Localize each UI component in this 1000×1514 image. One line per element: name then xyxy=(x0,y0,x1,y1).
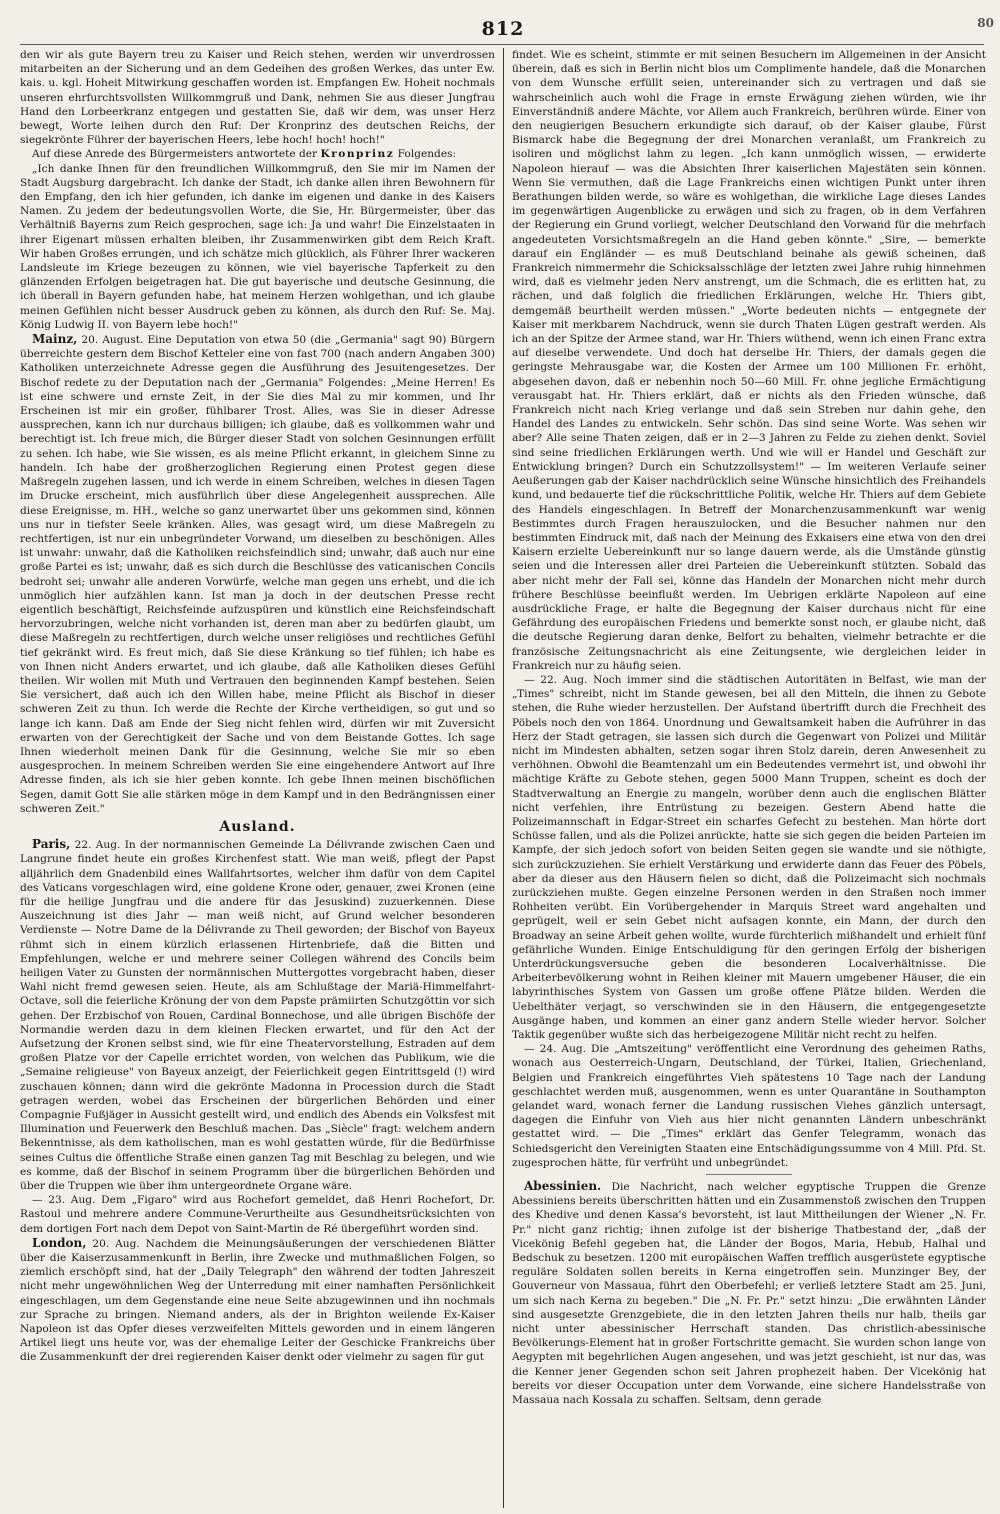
kronprinz-intro-end: Folgendes: xyxy=(394,148,457,161)
corner-fragment: 80 xyxy=(977,16,994,30)
section-heading-ausland: Ausland. xyxy=(219,818,296,835)
paragraph-kronprinz-intro xyxy=(20,147,495,161)
paragraph-london xyxy=(20,1236,495,1365)
paragraph-augsburg-address: den wir als gute Bayern treu zu Kaiser und Reich stehen, werden wir unverdrossen mitarbeiten an der Sicherung und an dem Gedeihen des großen Werkes, das unter Ew. kais. u. kgl. Hoheit Mitwirkung geschaffen worden ist. Empfangen Ew. Hoheit nochmals unseren ehrfurchtsvollsten Willkommgruß und Dank, nehmen Sie aus dieser Jungfrau Hand den Lorbeerkranz entgegen und gestatten Sie, daß wir dem, was unser Herz bewegt, Worte leihen durch den Ruf: Der Kronprinz des deutschen Reichs, der siegekrönte Führer der bayerischen Heers, lebe hoch! hoch! hoch!" xyxy=(20,49,495,147)
mainz-text: 20. August. Eine Deputation von etwa 50 (die „Germania" sagt 90) Bürgern überreichte gestern dem Bischof Ketteler eine von fast 700 (nach andern Angaben 300) Katholiken unterzeichnete Adresse gegen die Ausführung des Jesuitengesetzes. Der Bischof redete zu der Deputation nach der „Germania" Folgendes: „Meine Herren! Es ist eine schwere und ernste Zeit, in der Sie dies Mal zu mir kommen, und Ihr Erscheinen ist mir ein großer, fühlbarer Trost. Alles, was Sie in dieser Adresse aussprechen, kann ich nur durchaus billigen; ich glaube, daß es vollkommen wahr und berechtigt ist. Ich freue mich, die Bürger dieser Stadt von solchen Gesinnungen erfüllt zu sehen. Ich habe, wie Sie wissen, es als meine Pflicht erkannt, in gleichem Sinne zu handeln. Ich habe der großherzoglichen Regierung einen Protest gegen diese Maßregeln zugehen lassen, und ich werde in einem Schreiben, welches in diesen Tagen im Drucke erscheint, mich ausführlich über diese Angelegenheit aussprechen. Alle diese Ereignisse, m. HH., welche so ganz unerwartet über uns gekommen sind, können uns nur in tiefster Seele kränken. Alles, was gesagt wird, um diese Maßregeln zu rechtfertigen, ist nur ein unbegründeter Vorwand, um dieselben zu beschönigen. Alles ist unwahr: unwahr, daß die Katholiken reichsfeindlich sind; unwahr, daß auch nur eine große Partei es ist; unwahr, daß es sich durch die Beschlüsse des vaticanischen Concils bedroht sei; unwahr alle anderen Vorwürfe, welche man gegen uns erhebt, und die ich unmöglich hier aufzählen kann. Ist man ja doch in der deutschen Presse recht eigentlich beschäftigt, Reichsfeinde aufzuspüren und künstlich eine Reichsfeindschaft hervorzubringen, welche nicht vorhanden ist, deren man aber zu bedürfen glaubt, um diese Maßregeln zu rechtfertigen, durch welche unser religiöses und rechtliches Gefühl tief gekränkt wird. Es freut mich, daß Sie diese Kränkung so tief fühlen; ich habe es von Ihnen nicht Anders erwartet, und ich glaube, daß alle Katholiken dieses Gefühl theilen. Wir wollen mit Muth und Vertrauen den beginnenden Kampf bestehen. Seien Sie versichert, daß auch ich den Willen habe, meine Pflicht als Bischof in dieser schweren Zeit zu thun. Ich werde die Rechte der Kirche vertheidigen, so gut und so lange ich kann. Daß am Ende der Sieg nicht fehlen wird, dürfen wir mit Zuversicht erwarten von der Gerechtigkeit der Sache und von dem Beistande Gottes. Ich sage Ihnen wiederholt meinen Dank für die Gesinnung, welche Sie mir so eben ausgesprochen. In meinem Schreiben werden Sie eine eingehendere Antwort auf Ihre Adresse finden, als ich sie hier geben konnte. Ich gebe Ihnen meinen bischöflichen Segen, damit Gott Sie alle stärken möge in dem Kampf und in den Bedrängnissen einer schweren Zeit." xyxy=(20,334,495,815)
columns xyxy=(20,48,986,1508)
paragraph-paris xyxy=(20,837,495,1193)
left-column xyxy=(20,48,503,1508)
dateline-abessinien: Abessinien. xyxy=(524,1179,602,1194)
right-column xyxy=(503,48,986,1508)
paragraph-abessinien xyxy=(512,1179,986,1407)
paris-text: 22. Aug. In der normannischen Gemeinde La Délivrande zwischen Caen und Langrune findet heute ein großes Kirchenfest statt. Wie man weiß, pflegt der Papst alljährlich dem Gnadenbild eines Wallfahrtsortes, welcher ihm dafür von dem Capitel des Vaticans vorgeschlagen wird, eine goldene Krone oder, genauer, zwei Kronen (eine für die heilige Jungfrau und die andere für das Jesuskind) zuzuerkennen. Diese Auszeichnung ist dies Jahr — man weiß nicht, auf Grund welcher besonderen Verdienste — Notre Dame de la Délivrande zu Theil geworden; der Bischof von Bayeux rühmt sich in einem kürzlich erlassenen Hirtenbriefe, daß die Bitten und Empfehlungen, welche er und mehrere seiner Collegen während des Concils beim heiligen Vater zu Gunsten der normännischen Muttergottes vorgebracht haben, dieser Wahl nicht fremd gewesen seien. Heute, als am Schlußtage der Mariä-Himmelfahrt-Octave, soll die feierliche Krönung der von dem Papste prämiirten Schutzgöttin vor sich gehen. Der Erzbischof von Rouen, Cardinal Bonnechose, und alle übrigen Bischöfe der Normandie werden dazu in dem kleinen Flecken erwartet, und für den Act der Aufsetzung der Kronen selbst sind, wie für eine Theatervorstellung, Estraden auf dem großen Platze vor der Capelle errichtet worden, von welchen das Publikum, wie die „Semaine religieuse" von Bayeux anzeigt, der Feierlichkeit gegen Eintrittsgeld (!) wird zuschauen können; dann wird die gekrönte Madonna in Procession durch die Stadt getragen werden, wobei das Erscheinen der bürgerlichen Behörden und einer Compagnie Fußjäger in Aussicht gestellt wird, und endlich des Abends ein Volksfest mit Illumination und Feuerwerk den Beschluß machen. Das „Siècle" fragt: welchem andern Bekenntnisse, als dem katholischen, man es wohl gestatten würde, für die Bedürfnisse seines Cultus die öffentliche Straße einen ganzen Tag mit Beschlag zu belegen, und wie es komme, daß der Bischof in seinem Programm über die bürgerlichen Behörden und über die Truppen wie über ihm untergeordnete Organe wäre. xyxy=(20,839,495,1193)
paragraph-napoleon-interview: findet. Wie es scheint, stimmte er mit seinen Besuchern im Allgemeinen in der Ansicht überein, daß es sich in Berlin nicht blos um Complimente handele, daß die Monarchen von dem Wunsche erfüllt seien, untereinander sich zu vertragen und daß sie wahrscheinlich auch wohl die Frage in ernste Erwägung ziehen würden, wie ihr Einverständniß andere Mächte, vor Allem auch Frankreich, berühren würde. Einer von den neugierigen Besuchern erkundigte sich darauf, ob der Kaiser glaube, Fürst Bismarck habe die Begegnung der drei Monarchen veranlaßt, um Frankreich zu isoliren und möglichst lahm zu legen. „Ich kann unmöglich wissen, — erwiderte Napoleon hierauf — was die Absichten Ihrer kaiserlichen Majestäten sein können. Wenn Sie vermuthen, daß die Lage Frankreichs einen wichtigen Punkt unter ihren Berathungen bilden werde, so wäre es wohlgethan, die wirkliche Lage dieses Landes im gegenwärtigen Augenblicke zu erwägen und sich zu fragen, ob in dem Verfahren der Regierung ein Grund vorliegt, welcher Deutschland den Vorwand für die mehrfach angedeuteten Vorsichtsmaßregeln an die Hand geben könnte." „Sire, — bemerkte darauf ein Engländer — es muß Deutschland beinahe als gewiß scheinen, daß Frankreich nimmermehr die Schicksalsschläge der letzten zwei Jahre ruhig hinnehmen wird, daß es vielmehr jeden Nerv anstrengt, um die Schmach, die es erlitten hat, zu rächen, und daß folglich die friedlichen Erklärungen, welche Hr. Thiers gibt, demgemäß beurtheilt werden müssen." „Worte bedeuten nichts — entgegnete der Kaiser mit merkbarem Nachdruck, wenn sie durch Thaten Lügen gestraft werden. Als ich an der Spitze der Armee stand, war Hr. Thiers wüthend, wenn ich einen Franc extra auf dieselbe verwendete. Und doch hat derselbe Hr. Thiers, der damals gegen die geringste Mehrausgabe war, die Kosten der Armee um 100 Millionen Fr. erhöht, abgesehen davon, daß er nebenhin noch 50—60 Mill. Fr. ohne jegliche Ermächtigung verausgabt hat. Hr. Thiers erklärt, daß er nichts als den Frieden wünsche, daß Frankreich nicht nach Krieg verlange und daß sein Streben nur dahin gehe, den Handel des Landes zu entwickeln. Sehr schön. Das sind seine Worte. Was sehen wir aber? Alle seine Thaten zeigen, daß er in 2—3 Jahren zu Felde zu ziehen denkt. Soviel sind seine friedlichen Erklärungen werth. Und wie will er Handel und Geschäft zur Entwicklung bringen? Durch ein Schutzzollsystem!" — Im weiteren Verlaufe seiner Aeußerungen gab der Kaiser nachdrücklich seine Wünsche hinsichtlich des Freihandels kund, und bedauerte tief die rückschrittliche Politik, welche Hr. Thiers auf dem Gebiete des Handels eingeschlagen. In Betreff der Monarchenzusammenkunft war wenig Bestimmtes durch Fragen herauszulocken, und die Besucher nahmen nur den bestimmten Eindruck mit, daß nach der Meinung des Exkaisers eine etwa von den drei Kaisern erzielte Uebereinkunft nur so lange dauern werde, als die Umstände günstig seien und die Interessen aller drei Parteien die Uebereinkunft stützten. Sobald das aber nicht mehr der Fall sei, könne das Handeln der Monarchen nicht mehr durch frühere Beschlüsse beeinflußt werden. Im Uebrigen erklärte Napoleon auf eine ausdrückliche Frage, er halte die Begegnung der Kaiser durchaus nicht für eine Gefährdung des europäischen Friedens und bemerkte sonst noch, er glaube nicht, daß die deutsche Regierung daran denke, Belfort zu behalten, vielmehr betrachte er die französische Zeitungsnachricht als eine Zeitungsente, wie dergleichen leider in Frankreich nur zu häufig seien. xyxy=(512,49,986,672)
dateline-mainz: Mainz, xyxy=(32,332,78,347)
paragraph-amtszeitung: — 24. Aug. Die „Amtszeitung" veröffentlicht eine Verordnung des geheimen Raths, wonach aus Oesterreich-Ungarn, Deutschland, der Türkei, Italien, Griechenland, Belgien und Frankreich eingeführtes Vieh spätestens 10 Tage nach der Landung geschlachtet werden muß, ausgenommen, wenn es unter Quarantäne in Southampton gelandet ward, wonach ferner die Landung russischen Viehes gänzlich untersagt, dagegen die Einfuhr von Vieh aus hier nicht genannten Ländern unbeschränkt gestattet wird. — Die „Times" erklärt das Genfer Telegramm, wonach das Schiedsgericht den Vereinigten Staaten eine Entschädigungssumme von 4 Mill. Pfd. St. zugesprochen hätte, für verfrüht und unbegründet. xyxy=(512,1043,986,1169)
page-number: 812 xyxy=(481,18,525,40)
paragraph-figaro: — 23. Aug. Dem „Figaro" wird aus Rochefort gemeldet, daß Henri Rochefort, Dr. Rastoul und mehrere andere Commune-Verurtheilte aus Gesundheitsrücksichten von dem dortigen Fort nach dem Depot von Saint-Martin de Ré übergeführt worden sind. xyxy=(20,1194,495,1235)
kronprinz-name: Kronprinz xyxy=(320,148,395,161)
dateline-london: London, xyxy=(32,1235,87,1250)
london-text: 20. Aug. Nachdem die Meinungsäußerungen der verschiedenen Blätter über die Kaiserzusammenkunft in Berlin, ihre Zwecke und muthmaßlichen Folgen, so ziemlich erschöpft sind, hat der „Daily Telegraph" den während der todten Jahreszeit nicht mehr ungewöhnlichen Weg der Unterredung mit einer namhaften Persönlichkeit eingeschlagen, um dem Gegenstande eine neue Seite abzugewinnen und ihn nochmals zur Sprache zu bringen. Niemand anders, als der in Brighton weilende Ex-Kaiser Napoleon ist das Opfer dieses verzweifelten Mittels geworden und in einem längeren Artikel liegt uns heute vor, was der ehemalige Leiter der Geschicke Frankreichs über die Zusammenkunft der drei regierenden Kaiser denkt oder vielmehr zu sagen für gut xyxy=(20,1237,495,1364)
paragraph-mainz xyxy=(20,332,495,816)
separator-rule xyxy=(706,1174,791,1175)
paragraph-belfast: — 22. Aug. Noch immer sind die städtischen Autoritäten in Belfast, wie man der „Times" schreibt, nicht im Stande gewesen, bei all den Mitteln, die ihnen zu Gebote stehen, die Ruhe wieder herzustellen. Der Aufstand übertrifft durch die Frechheit des Pöbels noch den von 1864. Unordnung und Gewaltsamkeit haben die Aufrührer in das Herz der Stadt getragen, sie lassen sich durch die Gegenwart von Polizei und Militär nicht im Mindesten abhalten, setzen sogar ihren Stolz darein, deren Anwesenheit zu verhöhnen. Obwohl die Beamtenzahl um ein Bedeutendes vermehrt ist, und obwohl ihr mächtige Kräfte zu Gebote stehen, gegen 5000 Mann Truppen, scheint es doch der Stadtverwaltung an Energie zu mangeln, worüber denn auch die englischen Blätter nicht verfehlen, ihre Entrüstung zu bezeigen. Gestern Abend hatte die Polizeimannschaft in Edgar-Street ein scharfes Gefecht zu bestehen. Man hörte dort Schüsse fallen, und als die Polizei anrückte, hatte sie sich gegen die beiden Parteien im Kampfe, der sich jedoch sofort von beiden Seiten gegen sie wandte und sie nöthigte, sich zurückzuziehen. Sie erhielt Verstärkung und erwiderte dann das Feuer des Pöbels, aber da dieser aus den Häusern fielen so dicht, daß die Polizeimacht sich nochmals zurückziehen mußte. Gegen einzelne Personen werden in den Straßen noch immer Rohheiten verübt. Ein Vorübergehender in Marquis Street ward angehalten und geprügelt, weil er sein Gebet nicht aufsagen konnte, ein Mann, der durch den Broadway an seine Arbeit gehen wollte, wurde fürchterlich mißhandelt und erhielt fünf gefährliche Wunden. Einige Entschuldigung für den geringen Erfolg der bisherigen Unterdrückungsversuche geben die besonderen Localverhältnisse. Die Arbeiterbevölkerung wohnt in Reihen kleiner mit Mauern umgebener Häuser, die ein labyrinthisches System von Gassen um große offene Plätze bilden. Werden die Uebelthäter verjagt, so verschwinden sie in den Häusern, die entgegengesetzte Ausgänge haben, und kommen an einer ganz andern Stelle wieder hervor. Solcher Taktik gegenüber wußte sich das herbeigezogene Militär nicht recht zu helfen. xyxy=(512,673,986,1042)
dateline-paris: Paris, xyxy=(32,837,71,852)
paragraph-kronprinz-speech: „Ich danke Ihnen für den freundlichen Willkommgruß, den Sie mir im Namen der Stadt Augsburg dargebracht. Ich danke der Stadt, ich danke allen ihren Bewohnern für den Empfang, den ich hier gefunden, ich danke im eigenen und danke in des Kaisers Namen. Zu jedem der bedeutungsvollen Worte, die Sie, Hr. Bürgermeister, über das Verhältniß Bayerns zum Reich gesprochen, sage ich: Ja und wahr! Die Einzelstaaten in ihrer Eigenart müssen erhalten bleiben, ihr Zusammenwirken gibt dem Reich Kraft. Wir haben Großes errungen, und ich schätze mich glücklich, als Führer Ihrer wackeren Landsleute im Kriege bezeugen zu können, wie viel bayerische Tapferkeit zu den glänzenden Erfolgen beigetragen hat. Die gut bayerische und deutsche Gesinnung, die ich überall in Bayern gefunden habe, hat meinem Herzen wohlgethan, und ich glaube meinen Gefühlen nicht besser Ausdruck geben zu können, als durch den Ruf: Se. Maj. König Ludwig II. von Bayern lebe hoch!" xyxy=(20,162,495,331)
kronprinz-intro-text: Auf diese Anrede des Bürgermeisters antwortete der xyxy=(32,148,321,161)
abessinien-text: Die Nachricht, nach welcher egyptische Truppen die Grenze Abessiniens bereits überschritten hätten und ein Zusammenstoß zwischen den Truppen des Khedive und denen Kassa's bevorsteht, ist laut Mittheilungen der Wiener „N. Fr. Pr." nicht ganz richtig; ihnen zufolge ist der bisherige Thatbestand der, „daß der Vicekönig Befehl gegeben hat, die Länder der Bogos, Maria, Hebub, Halhal und Bedschuk zu besetzen. 1200 mit europäischen Waffen trefflich ausgerüstete egyptische reguläre Soldaten sollen bereits in Kerna eingetroffen sein. Munzinger Bey, der Gouverneur von Massaua, führt den Oberbefehl; er verließ letztere Stadt am 25. Juni, um sich nach Kerna zu begeben." Die „N. Fr. Pr." setzt hinzu: „Die erwähnten Länder sind ausgesetzte Grenzgebiete, die in den letzten Jahren theils nur halb, theils gar nicht unter abessinischer Herrschaft standen. Das christlich-abessinische Bevölkerungs-Element hat in großer Fortschritte gemacht. Sie wurden schon lange von Aegypten mit begehrlichen Augen angesehen, und was jetzt geschieht, ist nur das, was die Kenner jener Gegenden schon seit Jahren prophezeit haben. Der Vicekönig hat bereits vor dieser Occupation unter dem Vorwande, eine sichere Handelsstraße von Massaua nach Kossala zu schaffen. Seltsam, denn gerade xyxy=(512,1181,986,1407)
top-rule xyxy=(20,44,984,45)
